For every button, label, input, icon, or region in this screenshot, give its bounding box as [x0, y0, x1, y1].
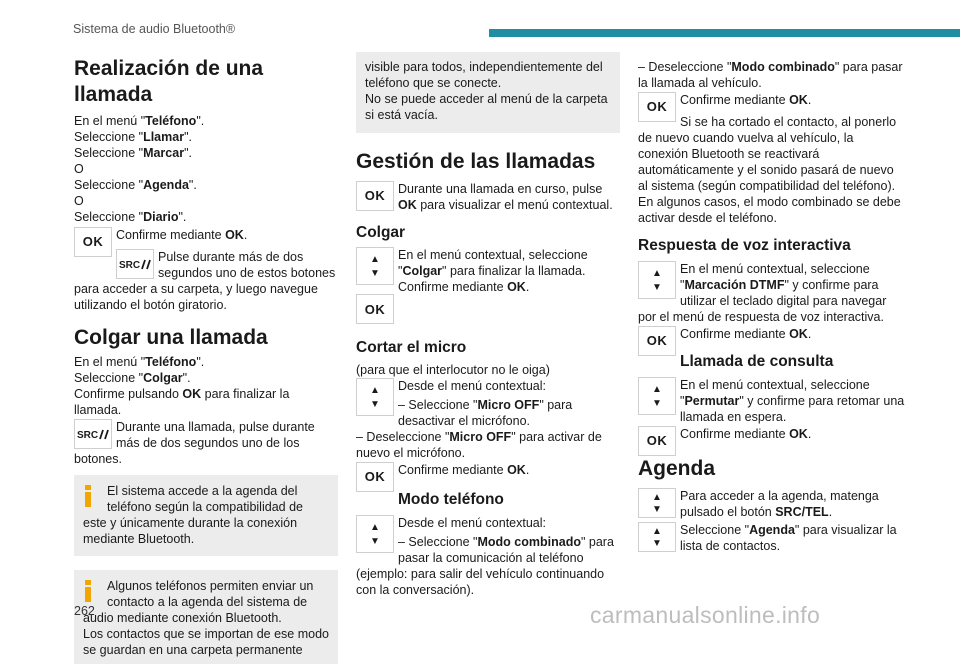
- text: Seleccione ": [680, 523, 750, 537]
- scroll-arrows-icon: [356, 515, 394, 553]
- paragraph-realizacion: [74, 113, 338, 225]
- text: Durante una llamada en curso, pulse: [398, 182, 603, 196]
- text: " para desactivar el micrófono.: [398, 398, 573, 428]
- bold-text: OK: [225, 228, 244, 242]
- heading-colgar-llamada: Colgar una llamada: [74, 326, 268, 349]
- text: .: [525, 280, 530, 294]
- text: En el menú ": [74, 114, 146, 128]
- info-text: No se puede acceder al menú de la carpeta si está vacía.: [365, 92, 608, 122]
- bold-text: SRC/TEL: [775, 505, 829, 519]
- paragraph-colgar: [74, 354, 338, 418]
- text: .: [243, 228, 248, 242]
- text-line: [74, 177, 338, 193]
- text: – Deseleccione ": [638, 60, 732, 74]
- text: " y confirme para utilizar el teclado digital para navegar por el menú de respuesta de voz interactiva.: [638, 278, 887, 324]
- step-confirm-ok: [638, 326, 906, 348]
- text: " para activar de nuevo el micrófono.: [356, 430, 602, 460]
- step-src-hangup: [74, 419, 338, 467]
- text: En el menú contextual, seleccione ": [680, 378, 870, 408]
- ok-button-icon: OK: [356, 181, 394, 211]
- column-2: [356, 52, 620, 598]
- text: Confirme mediante: [116, 228, 226, 242]
- info-icon: [83, 485, 97, 507]
- step-confirm-ok: [638, 92, 906, 114]
- ok-button-icon: OK: [356, 294, 394, 324]
- text: ".: [178, 210, 187, 224]
- text: .: [828, 505, 833, 519]
- step-permutar: [638, 377, 906, 425]
- bold-text: Agenda: [749, 523, 795, 537]
- info-box-agenda: [74, 475, 338, 556]
- text-line: [74, 370, 338, 386]
- src-tel-icon: [118, 256, 152, 272]
- bold-text: Agenda: [143, 178, 189, 192]
- bold-text: OK: [182, 387, 202, 401]
- text: .: [807, 327, 812, 341]
- ok-button-icon: OK: [638, 92, 676, 122]
- text: ".: [196, 355, 205, 369]
- text: Confirme mediante: [680, 327, 790, 341]
- step-agenda-1: [638, 488, 906, 520]
- bold-text: Marcación DTMF: [684, 278, 785, 292]
- modo-option: [356, 534, 620, 598]
- header-title: Sistema de audio Bluetooth®: [73, 22, 236, 36]
- text: ".: [182, 371, 191, 385]
- info-box-continued: [356, 52, 620, 133]
- text-line: [74, 129, 338, 145]
- arrow-up-icon: ▲: [370, 522, 380, 533]
- text: Confirme mediante: [680, 93, 790, 107]
- bold-text: OK: [507, 463, 526, 477]
- text: En el menú contextual, seleccione ": [680, 262, 870, 292]
- text: para finalizar la llamada.: [74, 387, 290, 417]
- step-agenda-2: [638, 522, 906, 554]
- arrow-up-icon: ▲: [652, 268, 662, 279]
- text: Si se ha cortado el contacto, al ponerlo de nuevo cuando vuelva al vehículo, la conexión Bluetooth se reactivará automáticamente y el sonido pasará de nuevo al sistema (según compatibilidad del teléfono).: [638, 115, 897, 193]
- column-3: [638, 59, 906, 554]
- step-src-buttons: [74, 249, 338, 313]
- bold-text: Colgar: [402, 264, 443, 278]
- text: Desde el menú contextual:: [398, 516, 547, 530]
- info-text: Algunos teléfonos permiten enviar un contacto a la agenda del sistema de audio mediante conexión Bluetooth.: [83, 579, 314, 625]
- arrow-down-icon: ▼: [652, 538, 662, 549]
- info-text: El sistema accede a la agenda del teléfono según la compatibilidad de este y únicamente durante la conexión mediante Bluetooth.: [83, 484, 303, 546]
- bold-text: Micro OFF: [449, 430, 512, 444]
- heading-agenda: Agenda: [638, 457, 716, 480]
- text: Seleccione ": [74, 146, 144, 160]
- text: Durante una llamada, pulse durante más de dos segundos uno de los botones.: [74, 420, 315, 466]
- arrow-down-icon: ▼: [652, 398, 662, 409]
- svg-text:SRC: SRC: [119, 260, 141, 271]
- info-icon: [83, 580, 97, 602]
- text: Pulse durante más de dos segundos uno de estos botones para acceder a su carpeta, y luego navegue utilizando el botón giratorio.: [74, 250, 336, 312]
- text-line: [74, 209, 338, 225]
- bold-text: OK: [789, 327, 808, 341]
- text: " y confirme para retomar una llamada en espera.: [680, 394, 905, 424]
- src-phone-button-icon: [74, 419, 112, 449]
- arrow-down-icon: ▼: [652, 282, 662, 293]
- text-line: [356, 397, 620, 429]
- text: – Seleccione ": [398, 535, 478, 549]
- bold-text: Marcar: [143, 146, 185, 160]
- heading-modo-telefono: Modo teléfono: [398, 491, 504, 508]
- src-tel-icon: [76, 426, 110, 442]
- heading-respuesta-voz: Respuesta de voz interactiva: [638, 237, 851, 254]
- scroll-arrows-icon: [356, 378, 394, 416]
- scroll-arrows-icon: [638, 488, 676, 518]
- paragraph-reconnect: [638, 114, 906, 226]
- ok-button-icon: OK: [638, 426, 676, 456]
- text: " para finalizar la llamada.: [442, 264, 586, 278]
- info-text: Los contactos que se importan de ese modo se guardan en una carpeta permanente: [83, 627, 329, 657]
- bold-text: Modo combinado: [731, 60, 835, 74]
- text: ".: [184, 130, 192, 144]
- info-text: visible para todos, independientemente del teléfono que se conecte.: [365, 60, 603, 90]
- text-line: [356, 429, 620, 461]
- text: – Seleccione ": [398, 398, 478, 412]
- column-1: [74, 52, 338, 664]
- text: Desde el menú contextual:: [398, 379, 547, 393]
- step-gestion: [356, 181, 620, 213]
- watermark: carmanualsonline.info: [590, 602, 821, 628]
- scroll-arrows-icon: [356, 247, 394, 285]
- text: En el menú ": [74, 355, 146, 369]
- step-dtmf: [638, 261, 906, 325]
- src-phone-button-icon: [116, 249, 154, 279]
- bold-text: Permutar: [684, 394, 740, 408]
- text-line: [74, 145, 338, 161]
- text: para visualizar el menú contextual.: [416, 198, 613, 212]
- bold-text: OK: [398, 198, 417, 212]
- ok-button-icon: OK: [638, 326, 676, 356]
- text: ".: [184, 146, 192, 160]
- heading-micro: Cortar el micro: [356, 339, 467, 356]
- scroll-arrows-icon: [638, 261, 676, 299]
- text: – Deseleccione ": [356, 430, 450, 444]
- arrow-down-icon: ▼: [652, 504, 662, 515]
- step-colgar: [356, 247, 620, 295]
- arrow-up-icon: ▲: [370, 385, 380, 396]
- svg-text:SRC: SRC: [77, 430, 99, 441]
- text: En algunos casos, el modo combinado se debe activar desde el teléfono.: [638, 195, 901, 225]
- arrow-up-icon: ▲: [370, 254, 380, 265]
- text: ".: [188, 178, 197, 192]
- page-number: 262: [74, 604, 95, 618]
- arrow-up-icon: ▲: [652, 526, 662, 537]
- arrow-up-icon: ▲: [652, 384, 662, 395]
- text: Confirme mediante: [398, 280, 508, 294]
- text: Seleccione ": [74, 210, 144, 224]
- text: Para acceder a la agenda, matenga pulsado el botón: [680, 489, 879, 519]
- bold-text: OK: [507, 280, 526, 294]
- arrow-down-icon: ▼: [370, 399, 380, 410]
- text: .: [807, 93, 812, 107]
- text-line: [74, 113, 338, 129]
- text: Confirme mediante: [680, 427, 790, 441]
- text: " para visualizar la lista de contactos.: [680, 523, 897, 553]
- heading-consulta: Llamada de consulta: [680, 353, 834, 370]
- text: .: [807, 427, 812, 441]
- modo-option-2: [638, 59, 906, 91]
- bold-text: Teléfono: [145, 355, 197, 369]
- text-line: O: [74, 194, 84, 208]
- text-line: O: [74, 162, 84, 176]
- header-accent-bar: [489, 29, 960, 37]
- text: .: [525, 463, 530, 477]
- text: En el menú contextual, seleccione ": [398, 248, 588, 278]
- bold-text: Teléfono: [145, 114, 197, 128]
- info-box-contacts: [74, 570, 338, 664]
- step-confirm-ok: [638, 426, 906, 448]
- ok-button-icon: OK: [74, 227, 112, 257]
- text: " para pasar la comunicación al teléfono (ejemplo: para salir del vehículo continuando con la conversación).: [356, 535, 614, 597]
- text: Confirme mediante: [398, 463, 508, 477]
- text: ".: [196, 114, 205, 128]
- arrow-down-icon: ▼: [370, 536, 380, 547]
- bold-text: Diario: [143, 210, 179, 224]
- text: Seleccione ": [74, 130, 144, 144]
- text: Seleccione ": [74, 178, 144, 192]
- bold-text: Colgar: [143, 371, 183, 385]
- micro-options: [356, 397, 620, 461]
- text: " para pasar la llamada al vehículo.: [638, 60, 903, 90]
- text-line: [74, 386, 338, 418]
- heading-colgar: Colgar: [356, 224, 406, 241]
- scroll-arrows-icon: [638, 522, 676, 552]
- text: Seleccione ": [74, 371, 144, 385]
- arrow-up-icon: ▲: [652, 492, 662, 503]
- heading-realizacion: Realización de una llamada: [74, 57, 264, 106]
- bold-text: Llamar: [143, 130, 185, 144]
- scroll-arrows-icon: [638, 377, 676, 415]
- bold-text: OK: [789, 427, 808, 441]
- bold-text: Modo combinado: [477, 535, 581, 549]
- step-micro-confirm: [356, 462, 620, 484]
- text-line: [74, 354, 338, 370]
- arrow-down-icon: ▼: [370, 268, 380, 279]
- bold-text: Micro OFF: [477, 398, 540, 412]
- heading-gestion: Gestión de las llamadas: [356, 150, 596, 173]
- text: Confirme pulsando: [74, 387, 183, 401]
- bold-text: OK: [789, 93, 808, 107]
- step-confirm-ok: [74, 227, 338, 249]
- ok-button-icon: OK: [356, 462, 394, 492]
- micro-note: (para que el interlocutor no le oiga): [356, 363, 550, 377]
